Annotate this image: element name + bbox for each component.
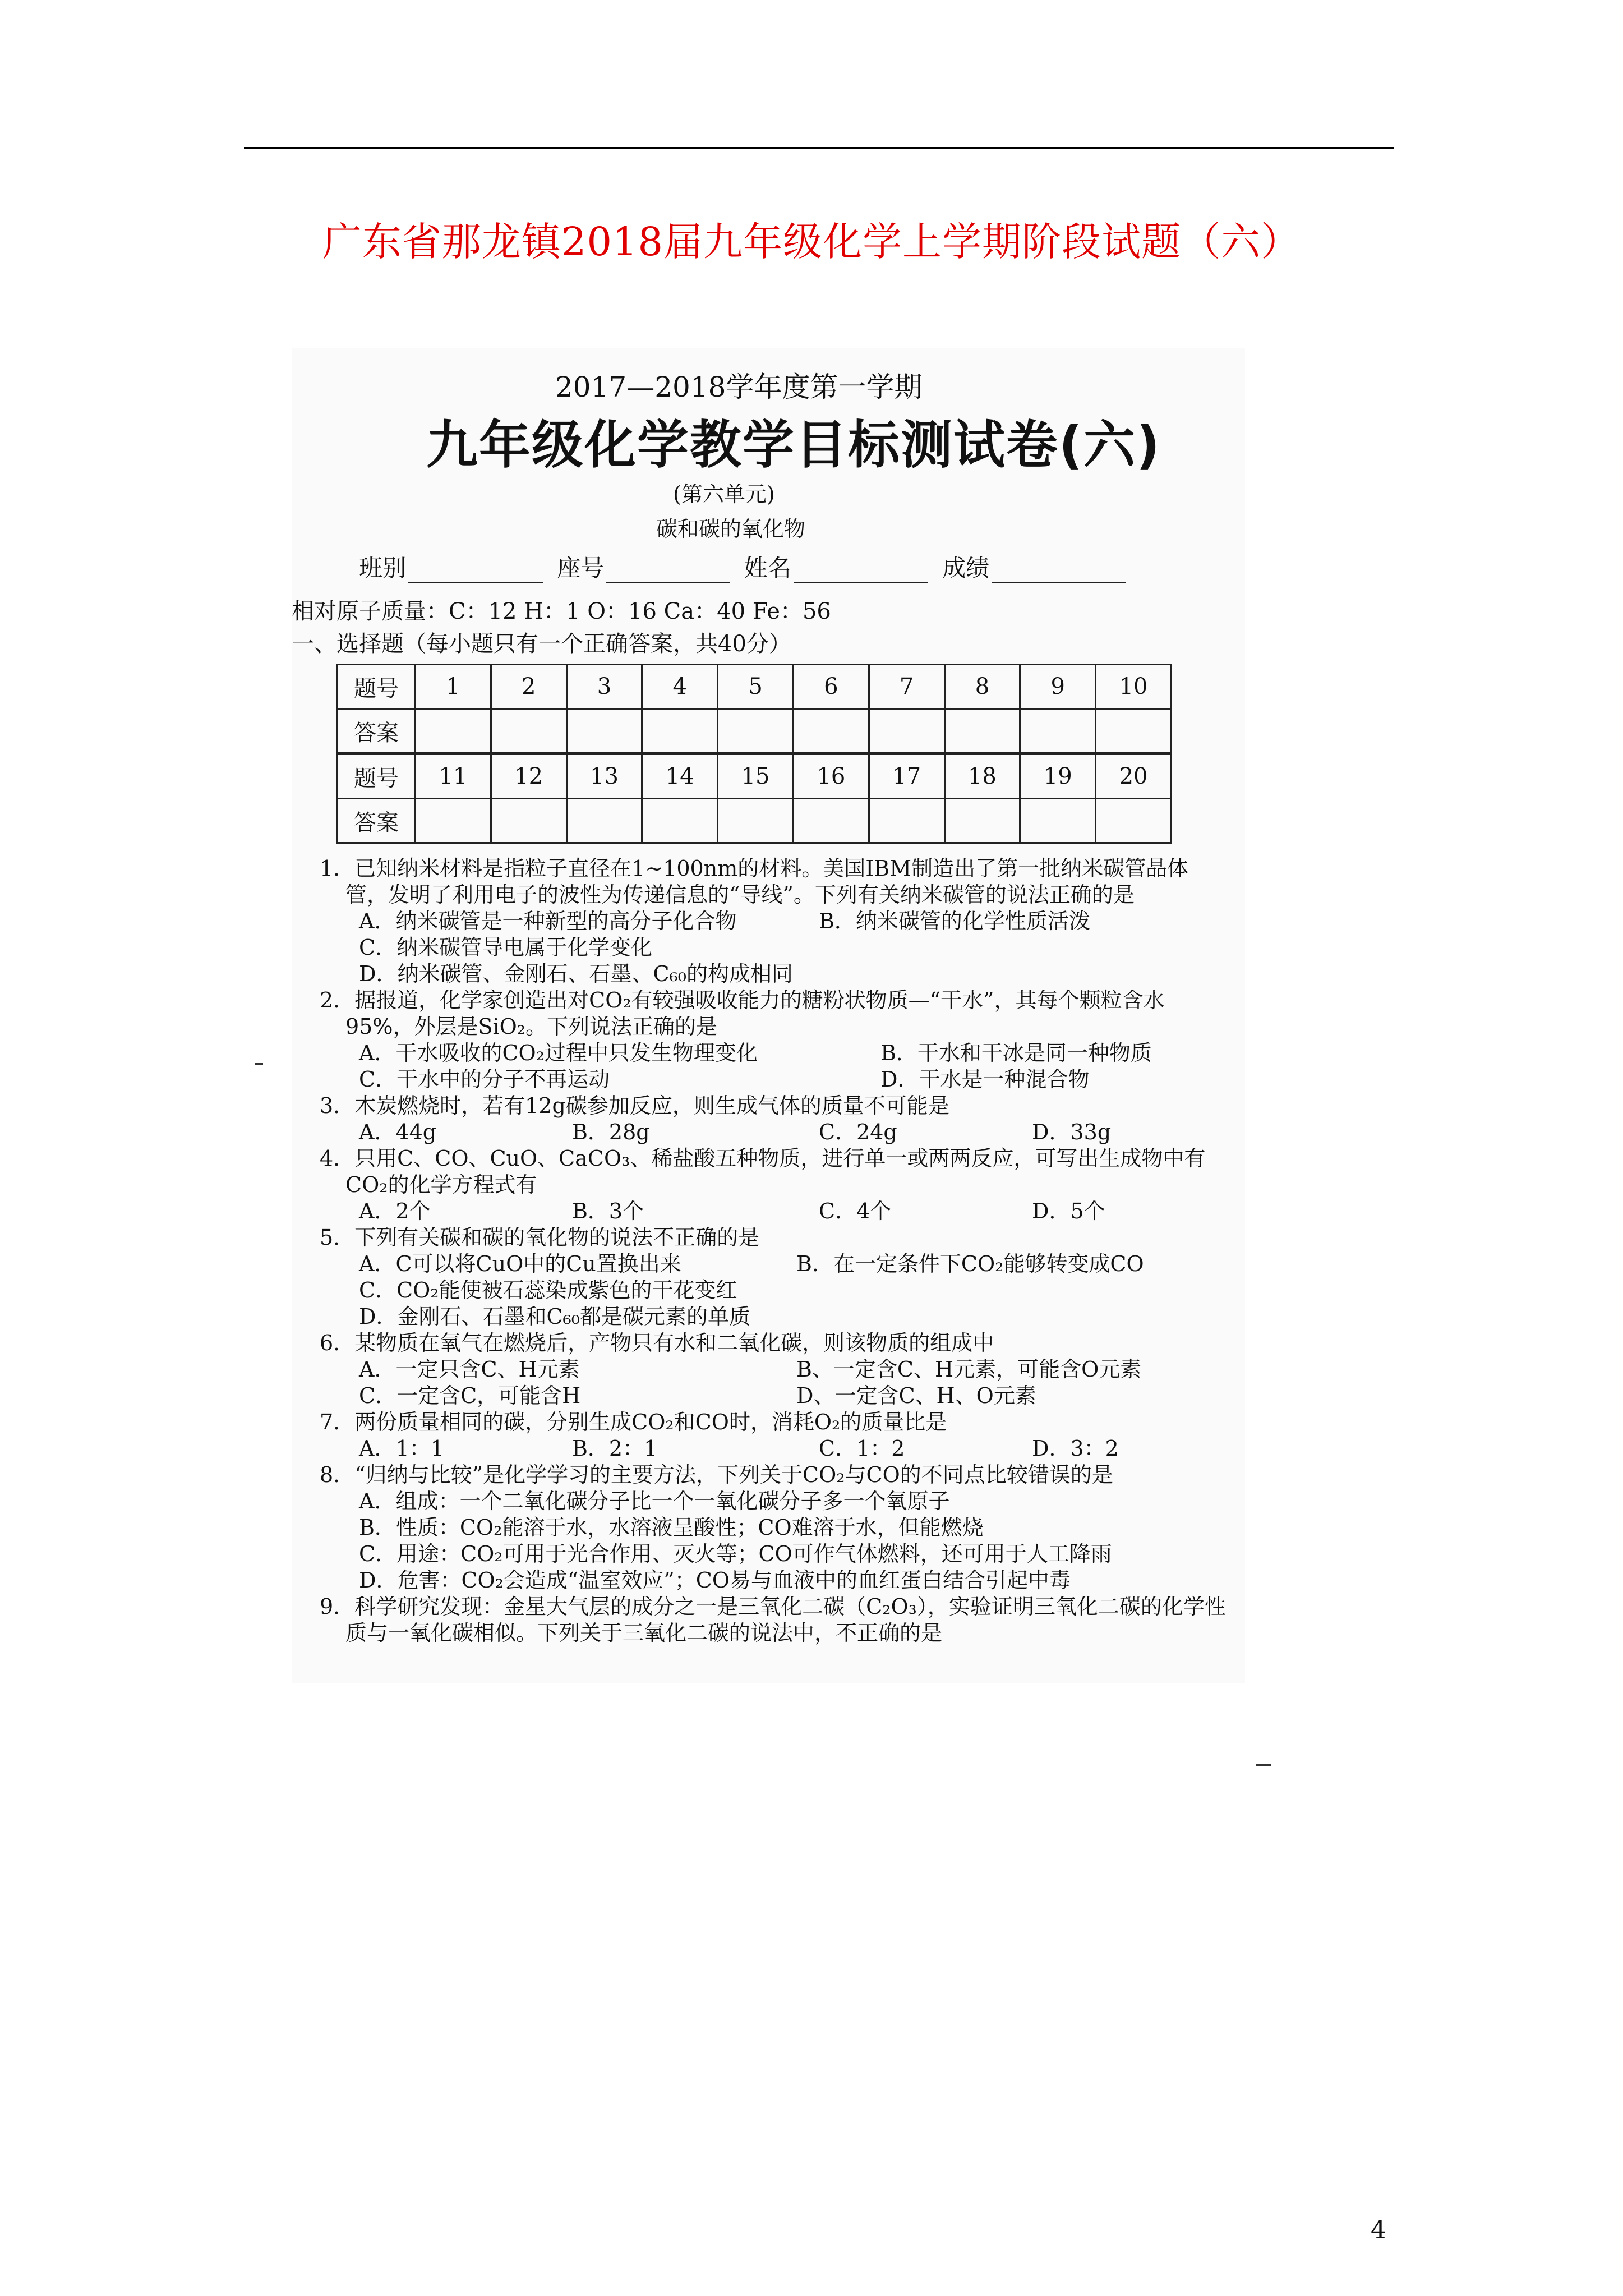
question-number: 5: [718, 665, 794, 709]
table-row: [338, 754, 1172, 799]
class-label: 班别: [359, 554, 407, 582]
option: A．组成：一个二氧化碳分子比一个一氧化碳分子多一个氧原子: [359, 1489, 950, 1513]
question-4: [320, 1145, 1228, 1225]
question-stem: 5．下列有关碳和碳的氧化物的说法不正确的是: [320, 1225, 760, 1250]
question-number: 17: [869, 754, 944, 799]
option: A．1：1: [359, 1436, 444, 1461]
option: C．24g: [819, 1120, 897, 1144]
answer-cell[interactable]: [944, 799, 1020, 843]
option-row: [359, 1066, 1228, 1093]
question-number: 2: [491, 665, 566, 709]
option: A．C可以将CuO中的Cu置换出来: [359, 1251, 681, 1276]
question-list: [320, 855, 1228, 1646]
header-rule: [244, 147, 1394, 149]
option: D．5个: [1032, 1199, 1105, 1223]
answer-cell[interactable]: [869, 799, 944, 843]
question-number: 10: [1096, 665, 1172, 709]
option-row: [359, 908, 1228, 935]
option: D．干水是一种混合物: [880, 1067, 1090, 1092]
question-stem: 8．“归纳与比较”是化学学习的主要方法，下列关于CO₂与CO的不同点比较错误的是: [320, 1462, 1113, 1487]
question-number: 12: [491, 754, 566, 799]
question-3: [320, 1093, 1228, 1145]
question-number: 8: [944, 665, 1020, 709]
question-7: [320, 1409, 1228, 1462]
option-row: [359, 1277, 1228, 1304]
option: B．3个: [572, 1199, 644, 1223]
question-stem: 7．两份质量相同的碳，分别生成CO₂和CO时，消耗O₂的质量比是: [320, 1410, 947, 1434]
option-row: [359, 1119, 1228, 1145]
option-row: [359, 1198, 1228, 1225]
option: C．4个: [819, 1199, 892, 1223]
option-row: [359, 1251, 1228, 1277]
answer-cell[interactable]: [1096, 799, 1172, 843]
option: C．CO₂能使被石蕊染成紫色的干花变红: [359, 1278, 737, 1303]
scan-mark: [1256, 1764, 1271, 1766]
option: C．用途：CO₂可用于光合作用、灭火等；CO可作气体燃料，还可用于人工降雨: [359, 1542, 1112, 1566]
option: B．纳米碳管的化学性质活泼: [819, 909, 1090, 933]
question-2: [320, 987, 1228, 1093]
scan-mark: [255, 1063, 263, 1065]
option: B．28g: [572, 1120, 650, 1144]
question-1: [320, 855, 1228, 987]
name-label: 姓名: [744, 554, 791, 582]
option: A．纳米碳管是一种新型的高分子化合物: [359, 909, 737, 933]
table-row: [338, 665, 1172, 709]
page-number: 4: [1371, 2216, 1386, 2244]
answer-cell[interactable]: [944, 709, 1020, 754]
answer-cell[interactable]: [1020, 709, 1096, 754]
answer-cell[interactable]: [491, 709, 566, 754]
answer-label: 答案: [338, 709, 416, 754]
option: A．2个: [359, 1199, 431, 1223]
option: C．纳米碳管导电属于化学变化: [359, 935, 653, 960]
question-stem: 2．据报道，化学家创造出对CO₂有较强吸收能力的糖粉状物质—“干水”，其每个颗粒含水95%，外层是SiO₂。下列说法正确的是: [320, 988, 1165, 1039]
answer-table: [336, 664, 1172, 844]
answer-cell[interactable]: [415, 799, 491, 843]
option: B、一定含C、H元素，可能含O元素: [796, 1357, 1142, 1382]
exam-year: 2017—2018学年度第一学期: [555, 371, 923, 403]
option-row: [359, 1304, 1228, 1330]
option-row: [359, 1383, 1228, 1409]
option: D．纳米碳管、金刚石、石墨、C₆₀的构成相同: [359, 961, 794, 986]
option-row: [359, 1488, 1228, 1515]
question-5: [320, 1225, 1228, 1330]
option: C．一定含C，可能含H: [359, 1383, 581, 1408]
scanned-exam-sheet: [292, 348, 1245, 1683]
option: B．干水和干冰是同一种物质: [880, 1041, 1152, 1065]
question-number: 1: [415, 665, 491, 709]
answer-cell[interactable]: [1096, 709, 1172, 754]
option: A．一定只含C、H元素: [359, 1357, 580, 1382]
answer-cell[interactable]: [566, 799, 642, 843]
document-title: 广东省那龙镇2018届九年级化学上学期阶段试题（六）: [322, 219, 1301, 265]
option-row: [359, 1541, 1228, 1567]
answer-cell[interactable]: [793, 799, 869, 843]
atomic-mass-line: 相对原子质量：C：12 H：1 O：16 Ca：40 Fe：56: [292, 599, 831, 624]
answer-cell[interactable]: [1020, 799, 1096, 843]
question-number: 13: [566, 754, 642, 799]
option: C．1：2: [819, 1436, 905, 1461]
question-number: 16: [793, 754, 869, 799]
option-row: [359, 935, 1228, 961]
answer-label: 答案: [338, 799, 416, 843]
question-number: 15: [718, 754, 794, 799]
answer-cell[interactable]: [491, 799, 566, 843]
option: B．性质：CO₂能溶于水，水溶液呈酸性；CO难溶于水，但能燃烧: [359, 1515, 984, 1540]
option: A．44g: [359, 1120, 437, 1144]
option-row: [359, 1356, 1228, 1383]
answer-cell[interactable]: [642, 799, 718, 843]
question-stem: 4．只用C、CO、CuO、CaCO₃、稀盐酸五种物质，进行单一或两两反应，可写出生成物中有CO₂的化学方程式有: [320, 1146, 1206, 1197]
option: D．3：2: [1032, 1436, 1119, 1461]
option: D．危害：CO₂会造成“温室效应”；CO易与血液中的血红蛋白结合引起中毒: [359, 1568, 1071, 1593]
option: A．干水吸收的CO₂过程中只发生物理变化: [359, 1041, 758, 1065]
seat-label: 座号: [557, 554, 605, 582]
question-number: 11: [415, 754, 491, 799]
row-label: 题号: [338, 665, 416, 709]
question-stem: 1．已知纳米材料是指粒子直径在1~100nm的材料。美国IBM制造出了第一批纳米碳管晶体管，发明了利用电子的波性为传递信息的“导线”。下列有关纳米碳管的说法正确的是: [320, 856, 1189, 907]
question-9: [320, 1594, 1228, 1646]
answer-cell[interactable]: [869, 709, 944, 754]
question-number: 3: [566, 665, 642, 709]
option: C．干水中的分子不再运动: [359, 1067, 610, 1092]
question-number: 9: [1020, 665, 1096, 709]
answer-cell[interactable]: [718, 799, 794, 843]
question-number: 14: [642, 754, 718, 799]
score-blank: [992, 582, 1126, 583]
answer-cell[interactable]: [793, 709, 869, 754]
option: B．在一定条件下CO₂能够转变成CO: [796, 1251, 1144, 1276]
option-row: [359, 961, 1228, 987]
question-number: 7: [869, 665, 944, 709]
option: D、一定含C、H、O元素: [796, 1383, 1036, 1408]
table-row: [338, 799, 1172, 843]
question-8: [320, 1462, 1228, 1594]
option-row: [359, 1435, 1228, 1462]
answer-cell[interactable]: [566, 709, 642, 754]
exam-unit: (第六单元): [673, 482, 775, 507]
row-label: 题号: [338, 754, 416, 799]
answer-cell[interactable]: [415, 709, 491, 754]
score-label: 成绩: [942, 554, 990, 582]
exam-subject: 碳和碳的氧化物: [656, 517, 806, 541]
question-number: 19: [1020, 754, 1096, 799]
exam-title: 九年级化学教学目标测试卷(六): [426, 415, 1161, 475]
question-number: 20: [1096, 754, 1172, 799]
table-row: [338, 709, 1172, 754]
answer-cell[interactable]: [642, 709, 718, 754]
answer-cell[interactable]: [718, 709, 794, 754]
question-6: [320, 1330, 1228, 1409]
option: D．33g: [1032, 1120, 1112, 1144]
option-row: [359, 1515, 1228, 1541]
name-blank: [794, 582, 928, 583]
option-row: [359, 1040, 1228, 1066]
option: D．金刚石、石墨和C₆₀都是碳元素的单质: [359, 1304, 751, 1329]
question-stem: 6．某物质在氧气在燃烧后，产物只有水和二氧化碳，则该物质的组成中: [320, 1331, 994, 1355]
class-blank: [408, 582, 543, 583]
question-number: 6: [793, 665, 869, 709]
question-stem: 3．木炭燃烧时，若有12g碳参加反应，则生成气体的质量不可能是: [320, 1093, 949, 1118]
question-number: 4: [642, 665, 718, 709]
seat-blank: [606, 582, 730, 583]
option-row: [359, 1567, 1228, 1594]
question-stem: 9．科学研究发现：金星大气层的成分之一是三氧化二碳（C₂O₃），实验证明三氧化二碳的化学性质与一氧化碳相似。下列关于三氧化二碳的说法中，不正确的是: [320, 1594, 1226, 1645]
student-info-line: [359, 550, 1133, 583]
option: B．2：1: [572, 1436, 658, 1461]
question-number: 18: [944, 754, 1020, 799]
section-heading: 一、选择题（每小题只有一个正确答案，共40分）: [292, 631, 791, 657]
